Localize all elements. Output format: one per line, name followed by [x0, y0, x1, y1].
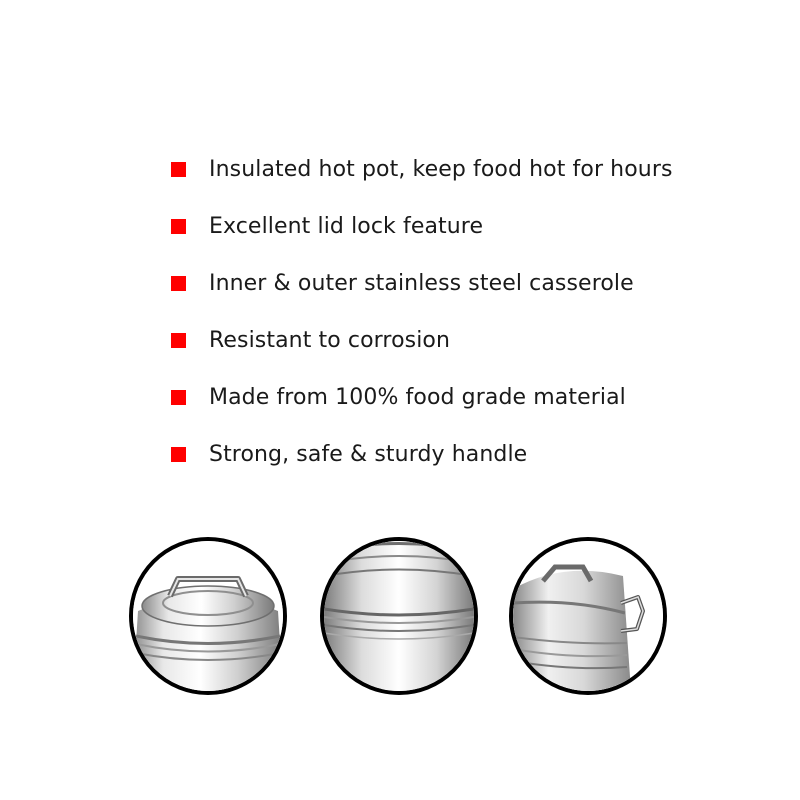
- bullet-square-icon: [171, 219, 186, 234]
- feature-item: [171, 380, 771, 414]
- feature-text: Strong, safe & sturdy handle: [209, 441, 528, 467]
- thumbnail-lid: [129, 537, 287, 695]
- feature-item: [171, 152, 771, 186]
- thumbnail-body: [320, 537, 478, 695]
- casserole-body-image: [324, 541, 474, 691]
- feature-text: Resistant to corrosion: [209, 327, 451, 353]
- feature-text: Excellent lid lock feature: [209, 213, 484, 239]
- feature-item: [171, 266, 771, 300]
- bullet-square-icon: [171, 447, 186, 462]
- casserole-lid-image: [133, 541, 283, 691]
- bullet-square-icon: [171, 333, 186, 348]
- feature-item: [171, 323, 771, 357]
- feature-text: Made from 100% food grade material: [209, 384, 626, 410]
- feature-item: [171, 209, 771, 243]
- feature-item: [171, 437, 771, 471]
- thumbnail-handle: [509, 537, 667, 695]
- bullet-square-icon: [171, 390, 186, 405]
- bullet-square-icon: [171, 162, 186, 177]
- casserole-handle-image: [513, 541, 663, 691]
- feature-text: Inner & outer stainless steel casserole: [209, 270, 634, 296]
- bullet-square-icon: [171, 276, 186, 291]
- feature-text: Insulated hot pot, keep food hot for hours: [209, 156, 673, 182]
